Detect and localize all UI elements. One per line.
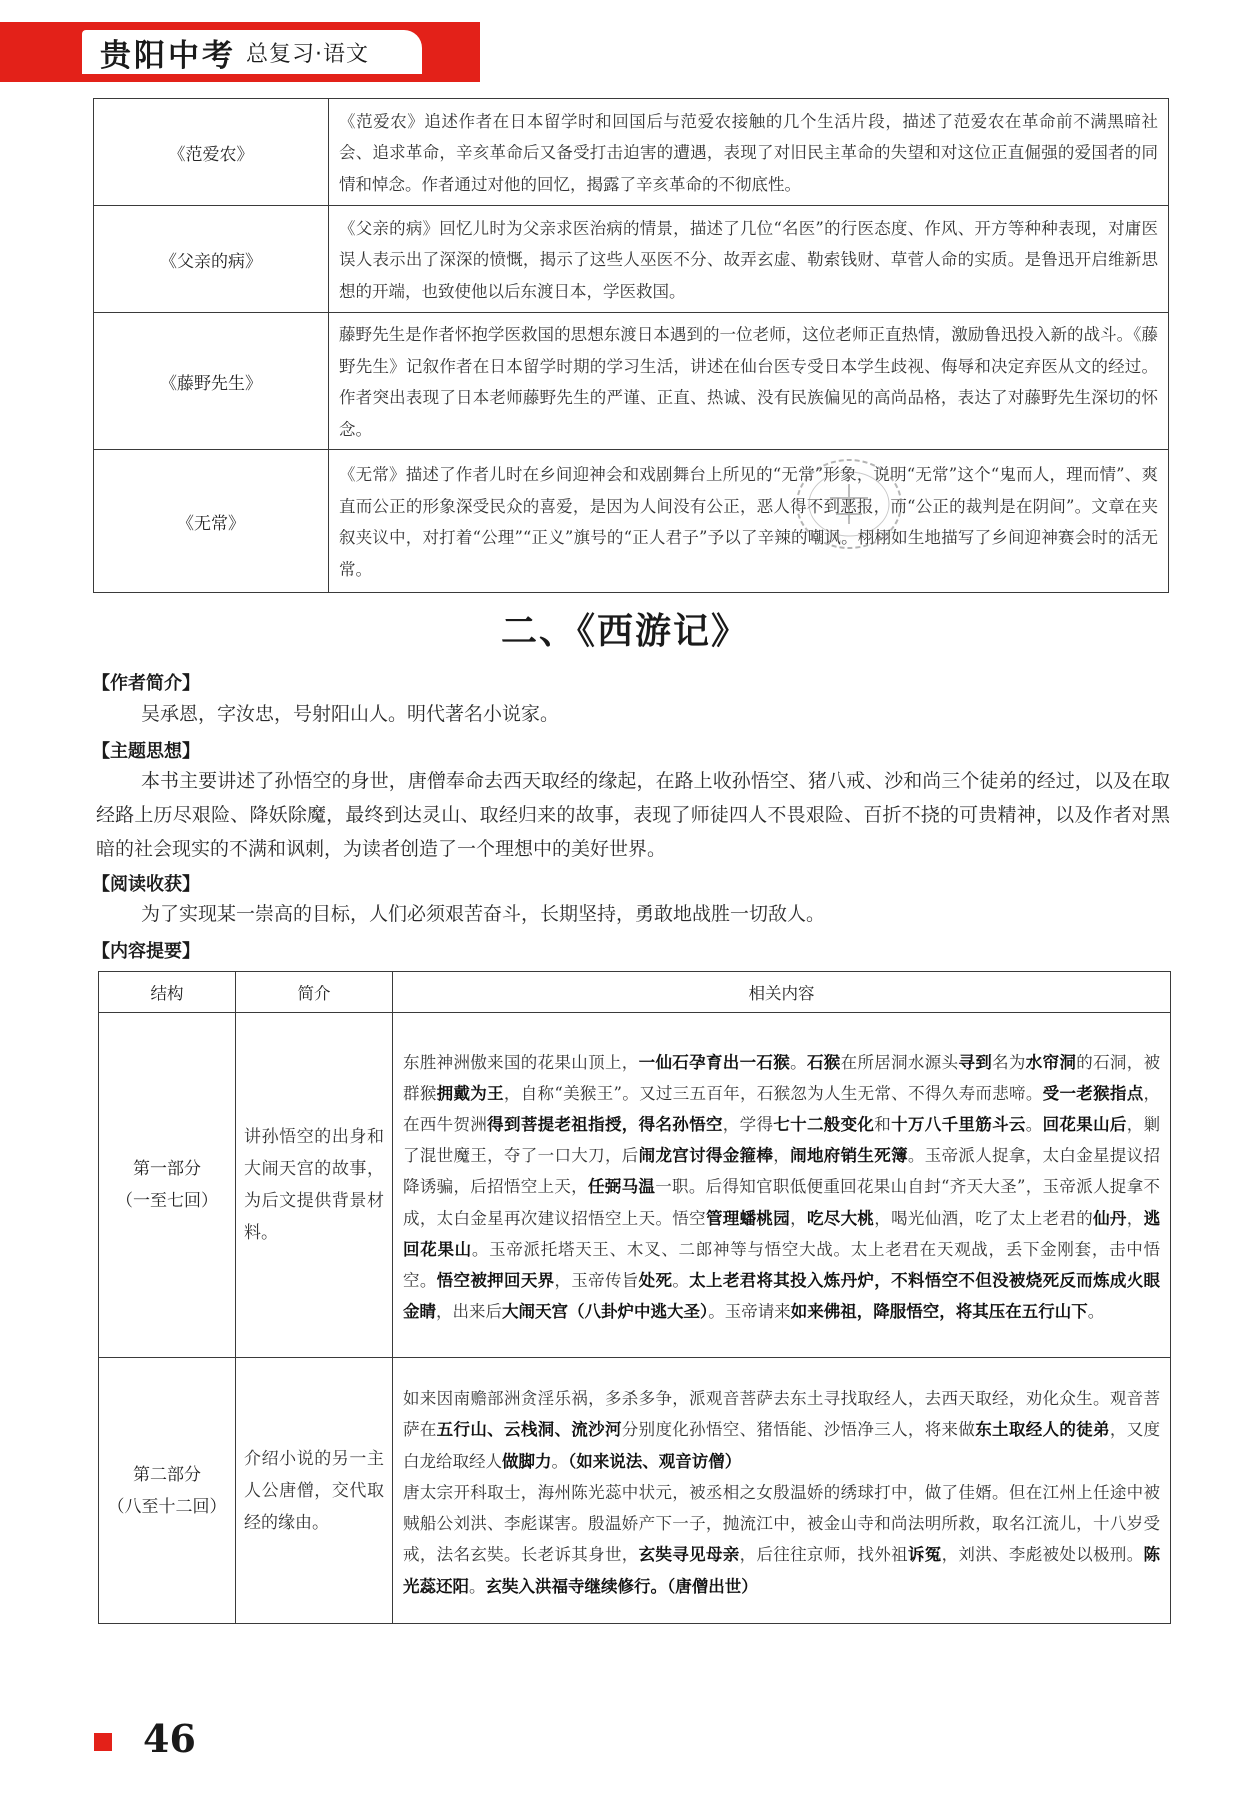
gain-label: 【阅读收获】 — [92, 874, 200, 895]
work-title: 《范爱农》 — [94, 99, 329, 206]
content-text: 一职。后得知官职低便重回花果山自封“齐天大圣”，玉帝派人捉拿不成，太白金星再次建议招悟空上天。悟空 — [403, 1177, 1161, 1228]
part-content — [393, 1013, 1171, 1358]
content-highlight: 石猴 — [806, 1052, 841, 1072]
theme-label: 【主题思想】 — [92, 741, 200, 762]
content-highlight: 玄奘入洪福寺继续修行。（唐僧出世） — [485, 1576, 758, 1596]
content-highlight: 水帘洞 — [1025, 1052, 1077, 1072]
content-text: 。 — [790, 1052, 807, 1072]
content-text: 在所居洞水源头 — [840, 1052, 959, 1072]
works-table — [93, 98, 1169, 593]
content-highlight: 拥戴为王 — [436, 1083, 504, 1103]
stamp-watermark — [790, 448, 908, 560]
content-text: 和 — [874, 1114, 892, 1134]
content-text: 。 — [551, 1451, 568, 1471]
content-highlight: 五行山、云栈洞、流沙河 — [436, 1420, 622, 1440]
outline-table — [98, 971, 1171, 1624]
part-cell — [99, 1013, 236, 1358]
content-text: ，出来后 — [436, 1302, 502, 1322]
part-intro: 讲孙悟空的出身和大闹天宫的故事，为后文提供背景材料。 — [236, 1013, 393, 1358]
content-highlight: 寻到 — [958, 1052, 993, 1072]
table-row — [94, 313, 1169, 450]
part-content — [393, 1358, 1171, 1624]
content-highlight: 受一老猴指点 — [1042, 1083, 1144, 1103]
content-highlight: 十万八千里筋斗云 — [891, 1114, 1026, 1134]
page-number: 46 — [143, 1716, 196, 1761]
content-highlight: 处死 — [638, 1271, 673, 1290]
content-highlight: 闹龙宫讨得金箍棒 — [638, 1146, 774, 1166]
content-text: ， — [790, 1208, 807, 1228]
header-banner — [0, 22, 480, 82]
content-text: ， — [773, 1146, 791, 1166]
content-text: 。玉帝派人捉拿，太白金星提议招降诱骗，后招悟空上天， — [403, 1146, 1161, 1197]
table-header-row — [99, 972, 1171, 1013]
column-header: 简介 — [236, 972, 393, 1013]
header-title-box — [82, 30, 422, 74]
work-title: 《父亲的病》 — [94, 206, 329, 313]
work-description: 《无常》描述了作者儿时在乡间迎神会和戏剧舞台上所见的“无常”形象，说明“无常”这个“鬼而人，理而情”、爽直而公正的形象深受民众的喜爱，是因为人间没有公正，恶人得不到恶报，而“公正的裁判是在阴间”。文章在夹叙夹议中，对打着“公理”“正义”旗号的“正人君子”予以了辛辣的嘲讽。栩栩如生地描写了乡间迎神赛会时的活无常。 — [329, 450, 1169, 593]
work-title: 《藤野先生》 — [94, 313, 329, 450]
content-text: 名为 — [992, 1052, 1026, 1072]
content-text: 的石洞，被群猴 — [403, 1052, 1161, 1103]
content-highlight: 东土取经人的徒弟 — [975, 1420, 1110, 1440]
content-highlight: 大闹天宫（八卦炉中逃大圣） — [502, 1302, 709, 1322]
content-highlight: 陈光蕊还阳 — [403, 1545, 1161, 1596]
table-row — [94, 99, 1169, 206]
content-text: ，剿了混世魔王，夺了一口大刀，后 — [403, 1114, 1161, 1166]
table-row — [94, 450, 1169, 593]
part-name: 第一部分 — [133, 1159, 201, 1179]
content-text: ，又度白龙给取经人 — [403, 1420, 1161, 1471]
column-header: 相关内容 — [393, 972, 1171, 1013]
content-text: 。 — [1025, 1114, 1043, 1134]
work-description: 《父亲的病》回忆儿时为父亲求医治病的情景，描述了几位“名医”的行医态度、作风、开方等种种表现，对庸医误人表示出了深深的愤慨，揭示了这些人巫医不分、故弄玄虚、勒索钱财、草菅人命的实质。是鲁迅开启维新思想的开端，也致使他以后东渡日本，学医救国。 — [329, 206, 1169, 313]
content-highlight: 一仙石孕育出一石猴 — [638, 1052, 791, 1072]
section-title: 二、《西游记》 — [500, 610, 749, 652]
page-number-marker — [94, 1733, 112, 1751]
content-highlight: 得到菩提老祖指授，得名孙悟空 — [487, 1114, 723, 1134]
content-highlight: （如来说法、观音访僧） — [568, 1451, 742, 1471]
table-row — [94, 206, 1169, 313]
content-highlight: 吃尽大桃 — [806, 1208, 875, 1228]
content-text: ，在西牛贺洲 — [403, 1083, 1161, 1134]
content-text: 唐太宗开科取士，海州陈光蕊中状元，被丞相之女殷温娇的绣球打中，做了佳婿。但在江州上任途中被贼船公刘洪、李彪谋害。殷温娇产下一子，抛流江中，被金山寺和尚法明所救，取名江流儿，十八岁受戒，法名玄奘。长老诉其身世， — [403, 1482, 1160, 1565]
content-text: 。玉帝派托塔天王、木叉、二郎神等与悟空大战。太上老君在天观战，丢下金刚套，击中悟空。 — [403, 1239, 1161, 1290]
work-description: 《范爱农》追述作者在日本留学时和回国后与范爱农接触的几个生活片段，描述了范爱农在革命前不满黑暗社会、追求革命，辛亥革命后又备受打击迫害的遭遇，表现了对旧民主革命的失望和对这位正直倔强的爱国者的同情和悼念。作者通过对他的回忆，揭露了辛亥革命的不彻底性。 — [329, 99, 1169, 206]
content-text: ，后往往京师，找外祖 — [739, 1545, 908, 1565]
column-header: 结构 — [99, 972, 236, 1013]
content-text: ，刘洪、李彪被处以极刑。 — [941, 1545, 1144, 1565]
content-highlight: 回花果山后 — [1042, 1114, 1127, 1134]
table-row — [99, 1013, 1171, 1358]
content-highlight: 诉冤 — [907, 1545, 942, 1565]
content-text: 分别度化孙悟空、猪悟能、沙悟净三人，将来做 — [621, 1420, 976, 1440]
content-text: ，喝光仙酒，吃了太上老君的 — [874, 1208, 1094, 1228]
header-subtitle: 总复习·语文 — [246, 41, 369, 67]
part-range: （八至十二回） — [107, 1496, 227, 1517]
part-intro: 介绍小说的另一主人公唐僧，交代取经的缘由。 — [236, 1358, 393, 1624]
content-highlight: 闹地府销生死簿 — [790, 1146, 908, 1166]
theme-text: 本书主要讲述了孙悟空的身世，唐僧奉命去西天取经的缘起，在路上收孙悟空、猪八戒、沙和尚三个徒弟的经过，以及在取经路上历尽艰险、降妖除魔，最终到达灵山、取经归来的故事，表现了师徒四人不畏艰险、百折不挠的可贵精神，以及作者对黑暗的社会现实的不满和讽刺，为读者创造了一个理想中的美好世界。 — [96, 770, 1170, 860]
part-range: （一至七回） — [116, 1191, 218, 1211]
header-main-title: 贵阳中考 — [100, 37, 236, 74]
content-text: ，自称“美猴王”。又过三五百年，石猴忽为人生无常、不得久寿而悲啼。 — [503, 1083, 1043, 1103]
content-highlight: 玄奘寻见母亲 — [638, 1545, 740, 1565]
part-cell — [99, 1358, 236, 1624]
work-description: 藤野先生是作者怀抱学医救国的思想东渡日本遇到的一位老师，这位老师正直热情，激励鲁迅投入新的战斗。《藤野先生》记叙作者在日本留学时期的学习生活，讲述在仙台医专受日本学生歧视、侮辱和决定弃医从文的经过。作者突出表现了日本老师藤野先生的严谨、正直、热诚、没有民族偏见的高尚品格，表达了对藤野先生深切的怀念。 — [329, 313, 1169, 450]
content-highlight: 悟空被押回天界 — [436, 1271, 555, 1290]
content-text: ， — [1126, 1208, 1144, 1228]
content-highlight: 仙丹 — [1093, 1208, 1127, 1228]
part-name: 第二部分 — [133, 1464, 201, 1485]
content-highlight: 任弼马温 — [587, 1177, 656, 1197]
outline-label: 【内容提要】 — [92, 941, 200, 962]
content-text: ，学得 — [722, 1114, 774, 1134]
table-row — [99, 1358, 1171, 1624]
content-highlight: 如来佛祖，降服悟空，将其压在五行山下 — [790, 1302, 1088, 1322]
content-highlight: 逃回花果山 — [403, 1208, 1161, 1259]
author-text: 吴承恩，字汝忠，号射阳山人。明代著名小说家。 — [141, 703, 560, 725]
content-text: 。 — [1087, 1302, 1105, 1322]
content-highlight: 做脚力 — [502, 1451, 552, 1471]
work-title: 《无常》 — [94, 450, 329, 593]
author-label: 【作者简介】 — [92, 673, 200, 694]
gain-text: 为了实现某一崇高的目标，人们必须艰苦奋斗，长期坚持，勇敢地战胜一切敌人。 — [141, 903, 826, 925]
content-text: 。玉帝请来 — [708, 1302, 791, 1322]
content-highlight: 管理蟠桃园 — [705, 1208, 791, 1228]
content-highlight: 七十二般变化 — [773, 1114, 875, 1134]
content-highlight: 太上老君将其投入炼丹炉，不料悟空不但没被烧死反而炼成火眼金睛 — [403, 1271, 1161, 1322]
content-text: 。 — [469, 1576, 486, 1596]
content-text: 如来因南赡部洲贪淫乐祸，多杀多争，派观音菩萨去东土寻找取经人，去西天取经，劝化众生。观音菩萨在 — [403, 1389, 1160, 1440]
content-text: 。 — [672, 1271, 690, 1290]
content-text: 东胜神洲傲来国的花果山顶上， — [403, 1052, 639, 1072]
content-text: ，玉帝传旨 — [554, 1271, 639, 1290]
